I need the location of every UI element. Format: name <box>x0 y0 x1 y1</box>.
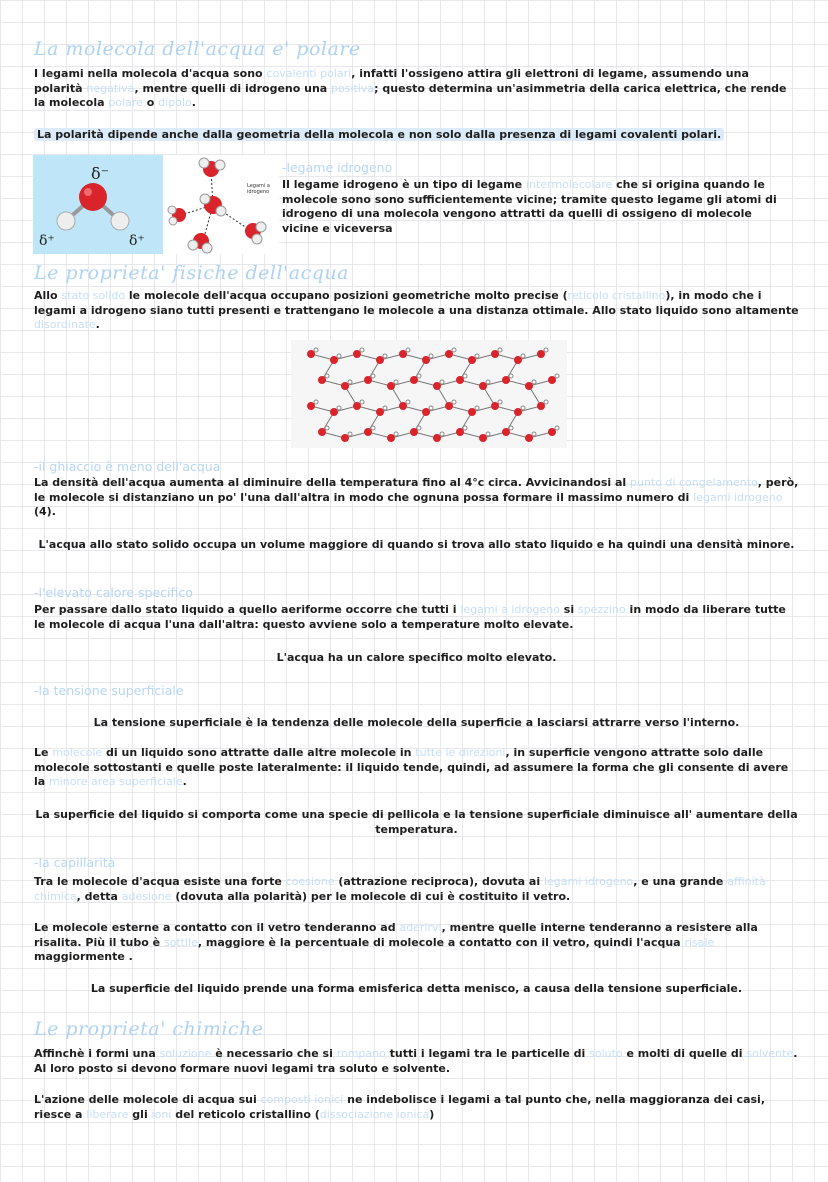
lattice-hydrogen-atom <box>509 426 513 430</box>
lattice-oxygen-atom <box>330 408 338 416</box>
subheading-ice-density: -il ghiaccio è meno dell'acqua <box>34 459 221 474</box>
lattice-hydrogen-atom <box>360 400 364 404</box>
lattice-hydrogen-atom <box>314 348 318 352</box>
lattice-hydrogen-atom <box>521 406 525 410</box>
lattice-hydrogen-atom <box>314 400 318 404</box>
lattice-hydrogen-atom <box>555 426 559 430</box>
lattice-oxygen-atom <box>399 350 407 358</box>
lattice-oxygen-atom <box>433 382 441 390</box>
hydrogen-bonds-figure <box>163 155 279 254</box>
lattice-hydrogen-atom <box>532 432 536 436</box>
para-liquid-gas: Per passare dallo stato liquido a quello aeriforme occorre che tutti i legami a idrogeno si spezzino in modo da liberare tutte le molecole di acqua l'una dall'altra: questo avviene solo a temperature molto elevate. <box>34 603 786 631</box>
lattice-oxygen-atom <box>548 376 556 384</box>
lattice-hydrogen-atom <box>475 354 479 358</box>
lattice-hydrogen-atom <box>532 380 536 384</box>
lattice-hydrogen-atom <box>463 374 467 378</box>
lattice-oxygen-atom <box>410 376 418 384</box>
lattice-oxygen-atom <box>353 350 361 358</box>
delta-plus-right-label: δ⁺ <box>129 233 145 249</box>
lattice-hydrogen-atom <box>486 380 490 384</box>
lattice-hydrogen-atom <box>509 374 513 378</box>
lattice-oxygen-atom <box>445 402 453 410</box>
lattice-hydrogen-atom <box>337 354 341 358</box>
heading-polar-molecule: La molecola dell'acqua e' polare <box>34 38 361 60</box>
para-hydrogen-bond: Il legame idrogeno è un tipo di legame intermolecolare che si origina quando le molecole sono sono sufficientemente vicine; tramite questo legame gli atomi di idrogeno di una molecola vengono attratti da quelli di ossigeno di molecole vicine e viceversa <box>282 178 777 235</box>
para-molecule-attraction: Le molecole di un liquido sono attratte dalle altre molecole in tutte le direzioni, in superficie vengono attratte solo dalle molecole sottostanti e quelle poste lateralmente: il liquido tende, quindi, ad assumere la forma che gli consente di avere la minore area superficiale. <box>34 746 789 788</box>
para-polarity-geometry: La polarità dipende anche dalla geometria della molecola e non solo dalla presenza di legami covalenti polari. <box>34 128 799 143</box>
lattice-oxygen-atom <box>479 434 487 442</box>
lattice-oxygen-atom <box>330 356 338 364</box>
lattice-oxygen-atom <box>387 382 395 390</box>
lattice-hydrogen-atom <box>406 400 410 404</box>
lattice-oxygen-atom <box>468 408 476 416</box>
lattice-oxygen-atom <box>491 402 499 410</box>
lattice-oxygen-atom <box>456 376 464 384</box>
lattice-oxygen-atom <box>502 428 510 436</box>
bond-label-line1: Legami a <box>247 183 270 189</box>
lattice-hydrogen-atom <box>463 426 467 430</box>
heading-chemical-properties: Le proprieta' chimiche <box>34 1018 264 1040</box>
lattice-oxygen-atom <box>387 434 395 442</box>
lattice-hydrogen-atom <box>325 374 329 378</box>
lattice-hydrogen-atom <box>452 348 456 352</box>
lattice-oxygen-atom <box>364 376 372 384</box>
delta-minus-label: δ⁻ <box>91 164 110 183</box>
lattice-oxygen-atom <box>456 428 464 436</box>
lattice-hydrogen-atom <box>498 348 502 352</box>
lattice-oxygen-atom <box>514 356 522 364</box>
lattice-oxygen-atom <box>491 350 499 358</box>
lattice-hydrogen-atom <box>371 426 375 430</box>
lattice-hydrogen-atom <box>383 354 387 358</box>
lattice-oxygen-atom <box>525 382 533 390</box>
subheading-specific-heat: -l'elevato calore specifico <box>34 585 193 600</box>
para-density: La densità dell'acqua aumenta al diminuire della temperatura fino al 4°c circa. Avvicinandosi al punto di congelamento, però, le molecole si distanziano un po' l'una dall'altra in modo che ognuna possa formare il massimo numero di legami idrogeno (4). <box>34 476 799 518</box>
water-molecule-illustration <box>33 155 163 254</box>
lattice-hydrogen-atom <box>371 374 375 378</box>
lattice-hydrogen-atom <box>325 426 329 430</box>
bond-label-line2: idrogeno <box>247 189 270 195</box>
lattice-oxygen-atom <box>502 376 510 384</box>
lattice-oxygen-atom <box>479 382 487 390</box>
lattice-oxygen-atom <box>537 350 545 358</box>
lattice-hydrogen-atom <box>417 374 421 378</box>
lattice-hydrogen-atom <box>452 400 456 404</box>
ice-crystal-lattice-illustration <box>291 340 567 448</box>
heading-physical-properties: Le proprieta' fisiche dell'acqua <box>34 262 349 284</box>
lattice-hydrogen-atom <box>544 348 548 352</box>
subheading-surface-tension: -la tensione superficiale <box>34 683 184 698</box>
lattice-hydrogen-atom <box>348 432 352 436</box>
para-meniscus: La superficie del liquido prende una forma emisferica detta menisco, a causa della tensione superficiale. <box>90 982 743 995</box>
lattice-oxygen-atom <box>376 356 384 364</box>
lattice-oxygen-atom <box>422 356 430 364</box>
lattice-oxygen-atom <box>307 350 315 358</box>
hydrogen-bond-illustration <box>163 155 279 254</box>
lattice-oxygen-atom <box>318 428 326 436</box>
para-high-specific-heat: L'acqua ha un calore specifico molto elevato. <box>276 651 557 664</box>
lattice-oxygen-atom <box>410 428 418 436</box>
para-ionic-dissociation: L'azione delle molecole di acqua sui composti ionici ne indebolisce i legami a tal punto che, nella maggioranza dei casi, riesce a liberare gli ioni del reticolo cristallino (dissociazione ionica) <box>34 1093 765 1121</box>
para-solid-volume: L'acqua allo stato solido occupa un volume maggiore di quando si trova allo stato liquido e ha quindi una densità minore. <box>38 538 795 551</box>
lattice-hydrogen-atom <box>555 374 559 378</box>
lattice-oxygen-atom <box>341 434 349 442</box>
lattice-hydrogen-atom <box>394 432 398 436</box>
subheading-capillarity: -la capillarità <box>34 855 116 870</box>
lattice-oxygen-atom <box>341 382 349 390</box>
para-solution: Affinchè i formi una soluzione è necessario che si rompano tutti i legami tra le particelle di soluto e molti di quelle di solvente. Al loro posto si devono formare nuovi legami tra soluto e solvente. <box>34 1047 798 1075</box>
lattice-oxygen-atom <box>376 408 384 416</box>
lattice-oxygen-atom <box>318 376 326 384</box>
para-cohesion: Tra le molecole d'acqua esiste una forte coesione (attrazione reciproca), dovuta ai legami idrogeno, e una grande affinità chimica, detta adesione (dovuta alla polarità) per le molecole di cui è costituito il vetro. <box>34 875 766 903</box>
lattice-hydrogen-atom <box>440 380 444 384</box>
lattice-hydrogen-atom <box>544 400 548 404</box>
lattice-hydrogen-atom <box>429 354 433 358</box>
lattice-hydrogen-atom <box>475 406 479 410</box>
lattice-hydrogen-atom <box>417 426 421 430</box>
lattice-oxygen-atom <box>445 350 453 358</box>
lattice-oxygen-atom <box>353 402 361 410</box>
delta-plus-left-label: δ⁺ <box>39 233 55 249</box>
lattice-oxygen-atom <box>468 356 476 364</box>
lattice-oxygen-atom <box>433 434 441 442</box>
lattice-oxygen-atom <box>525 434 533 442</box>
para-surface-film: La superficie del liquido si comporta come una specie di pellicola e la tensione superficiale diminuisce all' aumentare della temperatura. <box>35 808 798 836</box>
subheading-hydrogen-bond: -legame idrogeno <box>282 160 393 175</box>
lattice-oxygen-atom <box>307 402 315 410</box>
water-dipole-figure <box>33 155 163 254</box>
lattice-hydrogen-atom <box>486 432 490 436</box>
lattice-hydrogen-atom <box>383 406 387 410</box>
lattice-hydrogen-atom <box>337 406 341 410</box>
lattice-hydrogen-atom <box>348 380 352 384</box>
lattice-oxygen-atom <box>399 402 407 410</box>
ice-lattice-figure <box>291 340 567 448</box>
para-covalent-bonds: I legami nella molecola d'acqua sono covalenti polari, infatti l'ossigeno attira gli elettroni di legame, assumendo una polarità negativa, mentre quelli di idrogeno una positiva; questo determina un'asimmetria della carica elettrica, che rende la molecola polare o dipolo. <box>34 67 787 109</box>
lattice-hydrogen-atom <box>394 380 398 384</box>
para-glass-tube: Le molecole esterne a contatto con il vetro tenderanno ad aderirvi, mentre quelle interne tenderanno a resistere alla risalita. Più il tubo è sottile, maggiore è la percentuale di molecole a contatto con il vetro, quindi l'acqua risale maggiormente . <box>34 921 758 963</box>
lattice-oxygen-atom <box>364 428 372 436</box>
lattice-oxygen-atom <box>422 408 430 416</box>
lattice-oxygen-atom <box>537 402 545 410</box>
lattice-hydrogen-atom <box>440 432 444 436</box>
lattice-hydrogen-atom <box>521 354 525 358</box>
lattice-hydrogen-atom <box>360 348 364 352</box>
lattice-hydrogen-atom <box>498 400 502 404</box>
lattice-oxygen-atom <box>514 408 522 416</box>
para-surface-tension-def: La tensione superficiale è la tendenza delle molecole della superficie a lasciarsi attrarre verso l'interno. <box>93 716 740 729</box>
lattice-hydrogen-atom <box>406 348 410 352</box>
para-solid-state: Allo stato solido le molecole dell'acqua occupano posizioni geometriche molto precise (reticolo cristallino), in modo che i legami a idrogeno siano tutti presenti e trattengano le molecole a una distanza ottimale. Allo stato liquido sono altamente disordinate. <box>34 289 799 331</box>
lattice-oxygen-atom <box>548 428 556 436</box>
lattice-hydrogen-atom <box>429 406 433 410</box>
